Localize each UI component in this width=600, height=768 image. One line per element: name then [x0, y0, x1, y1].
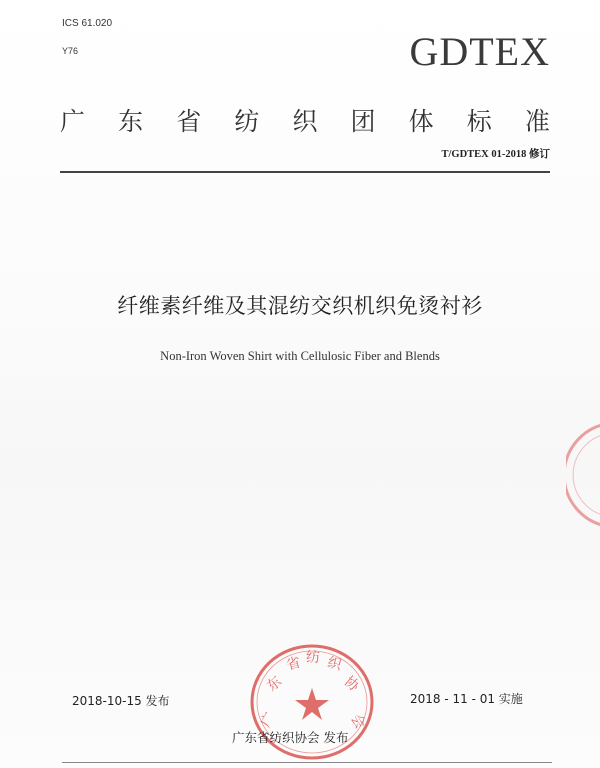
issuing-organization: 广东省纺织协会 发布 — [232, 730, 349, 745]
ics-code: ICS 61.020 — [62, 18, 113, 29]
org-char: 省 — [176, 107, 202, 136]
org-char: 广 — [60, 107, 86, 136]
org-char: 团 — [350, 107, 376, 136]
org-char: 纺 — [234, 107, 260, 136]
svg-text:东: 东 — [264, 673, 286, 695]
classification-code: Y76 — [62, 46, 79, 56]
gdtex-logo: GDTEX — [409, 29, 550, 74]
svg-text:省: 省 — [284, 654, 303, 674]
organization-title — [60, 102, 550, 138]
implement-date: 2018 - 11 - 01 实施 — [410, 692, 523, 706]
partial-seal-edge — [566, 420, 600, 530]
footer-divider — [62, 762, 552, 763]
standard-number: T/GDTEX 01-2018 修订 — [441, 149, 550, 160]
svg-text:广: 广 — [257, 710, 279, 731]
header-divider — [60, 171, 550, 173]
document-title-chinese: 纤维素纤维及其混纺交织机织免烫衬衫 — [117, 294, 483, 318]
org-char: 标 — [466, 107, 492, 136]
publish-date: 2018-10-15 发布 — [72, 694, 170, 708]
svg-text:会: 会 — [347, 711, 369, 732]
svg-text:纺: 纺 — [306, 650, 320, 666]
org-char: 织 — [292, 107, 318, 136]
svg-text:织: 织 — [325, 654, 344, 674]
org-char: 体 — [408, 107, 434, 136]
svg-text:协: 协 — [340, 673, 362, 695]
org-char: 东 — [118, 107, 144, 136]
document-title-english: Non-Iron Woven Shirt with Cellulosic Fiber and Blends — [160, 349, 440, 363]
org-char: 准 — [524, 107, 550, 136]
